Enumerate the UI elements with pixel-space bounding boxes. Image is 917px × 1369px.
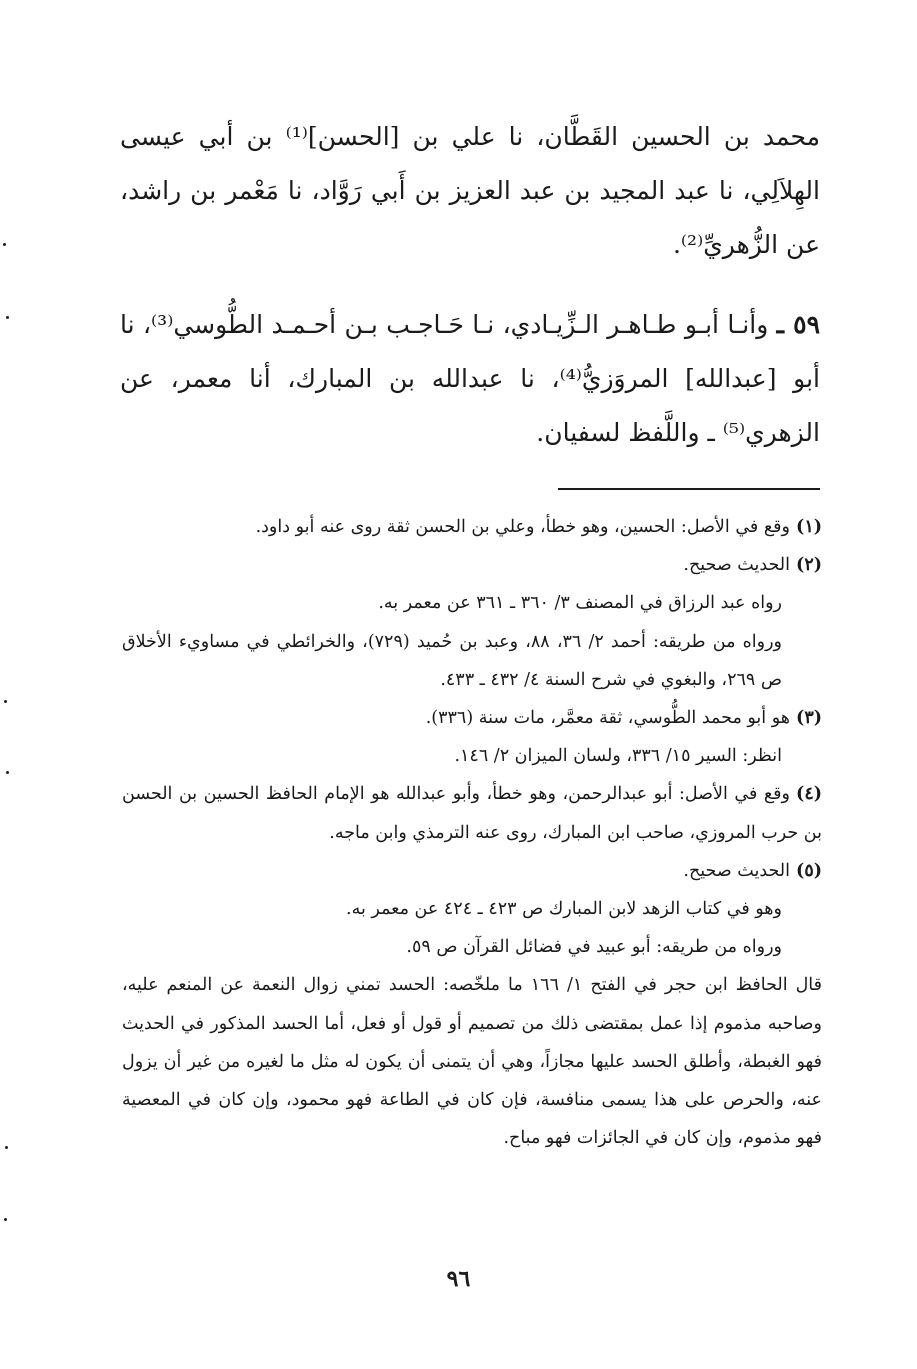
footnote-line bbox=[122, 508, 822, 546]
footnote-5 bbox=[122, 852, 822, 1158]
footnotes bbox=[122, 508, 822, 1157]
footnote-line bbox=[122, 852, 822, 890]
footnote-3 bbox=[122, 699, 822, 775]
footnote-line: ورواه من طريقه: أبو عبيد في فضائل القرآن ص ٥٩. bbox=[406, 937, 782, 958]
main-paragraph-2-text: وأنـا أبـو طـاهـر الـزِّيـادي، نـا حَـاجـب بـن أحـمـد الطُّوسي⁽³⁾، نا أبو [عبدالله] المروَزيُّ⁽⁴⁾، نا عبدالله بن المبارك، أنا معمر، عن الزهري⁽⁵⁾ ـ واللَّفظ لسفيان. bbox=[120, 310, 820, 447]
footnote-line bbox=[122, 775, 822, 851]
footnote-line bbox=[122, 699, 822, 737]
hadith-number: ٥٩ ـ bbox=[776, 310, 820, 339]
scan-speck bbox=[6, 316, 9, 319]
scan-speck bbox=[4, 700, 7, 703]
footnote-number: (٣) bbox=[796, 708, 822, 729]
scan-speck bbox=[4, 1218, 7, 1221]
footnote-line: انظر: السير ١٥/ ٣٣٦، ولسان الميزان ٢/ ١٤٦. bbox=[454, 746, 782, 767]
main-paragraph-2 bbox=[120, 298, 820, 460]
footnote-separator bbox=[558, 488, 820, 490]
footnote-line: رواه عبد الرزاق في المصنف ٣/ ٣٦٠ ـ ٣٦١ عن معمر به. bbox=[378, 593, 782, 614]
footnote-text: وقع في الأصل: الحسين، وهو خطأ، وعلي بن الحسن ثقة روى عنه أبو داود. bbox=[255, 517, 790, 537]
footnote-line: قال الحافظ ابن حجر في الفتح ١/ ١٦٦ ما ملخّصه: الحسد تمني زوال النعمة عن المنعم عليه، وصاحبه مذموم إذا عمل بمقتضى ذلك من تصميم أو قول أو فعل، أما الحسد المذكور في الحديث فهو الغبطة، وأطلق الحسد عليها مجازاً، وهي أن يتمنى أن يكون له مثل ما لغيره من غير أن يزول عنه، والحرص على هذا يسمى منافسة، فإن كان في الطاعة فهو محمود، وإن كان في المعصية فهو مذموم، وإن كان في الجائزات فهو مباح. bbox=[122, 975, 823, 1149]
footnote-4 bbox=[122, 775, 822, 851]
footnote-number: (٥) bbox=[796, 860, 822, 881]
scan-speck bbox=[6, 771, 9, 774]
footnote-line: وهو في كتاب الزهد لابن المبارك ص ٤٢٣ ـ ٤٢٤ عن معمر به. bbox=[346, 899, 782, 920]
main-text bbox=[120, 110, 820, 460]
footnote-text: هو أبو محمد الطُّوسي، ثقة معمَّر، مات سنة (٣٣٦). bbox=[425, 708, 790, 729]
page-number: ٩٦ bbox=[446, 1266, 471, 1292]
footnote-number: (١) bbox=[796, 517, 822, 537]
footnote-number: (٤) bbox=[796, 784, 822, 805]
footnote-line: ورواه من طريقه: أحمد ٢/ ٣٦، ٨٨، وعبد بن حُميد (٧٢٩)، والخرائطي في مساويء الأخلاق ص ٢٦٩، والبغوي في شرح السنة ٤/ ٤٣٢ ـ ٤٣٣. bbox=[122, 631, 782, 690]
footnote-text: الحديث صحيح. bbox=[683, 555, 790, 576]
scan-speck bbox=[3, 243, 6, 246]
footnote-1 bbox=[122, 508, 822, 546]
footnote-line bbox=[122, 546, 822, 584]
footnote-text: الحديث صحيح. bbox=[683, 860, 790, 881]
main-paragraph-1: محمد بن الحسين القَطَّان، نا علي بن [الحسن]⁽¹⁾ بن أبي عيسى الهِلاَلِي، نا عبد المجيد بن عبد العزيز بن أَبي رَوَّاد، نا مَعْمر بن راشد، عن الزُّهريِّ⁽²⁾. bbox=[120, 122, 821, 259]
scan-speck bbox=[5, 1146, 8, 1149]
footnote-text: وقع في الأصل: أبو عبدالرحمن، وهو خطأ، وأبو عبدالله هو الإمام الحافظ الحسين بن الحسن بن حرب المروزي، صاحب ابن المبارك، روى عنه الترمذي وابن ماجه. bbox=[122, 784, 822, 843]
footnote-2 bbox=[122, 546, 822, 699]
footnote-number: (٢) bbox=[796, 555, 822, 576]
